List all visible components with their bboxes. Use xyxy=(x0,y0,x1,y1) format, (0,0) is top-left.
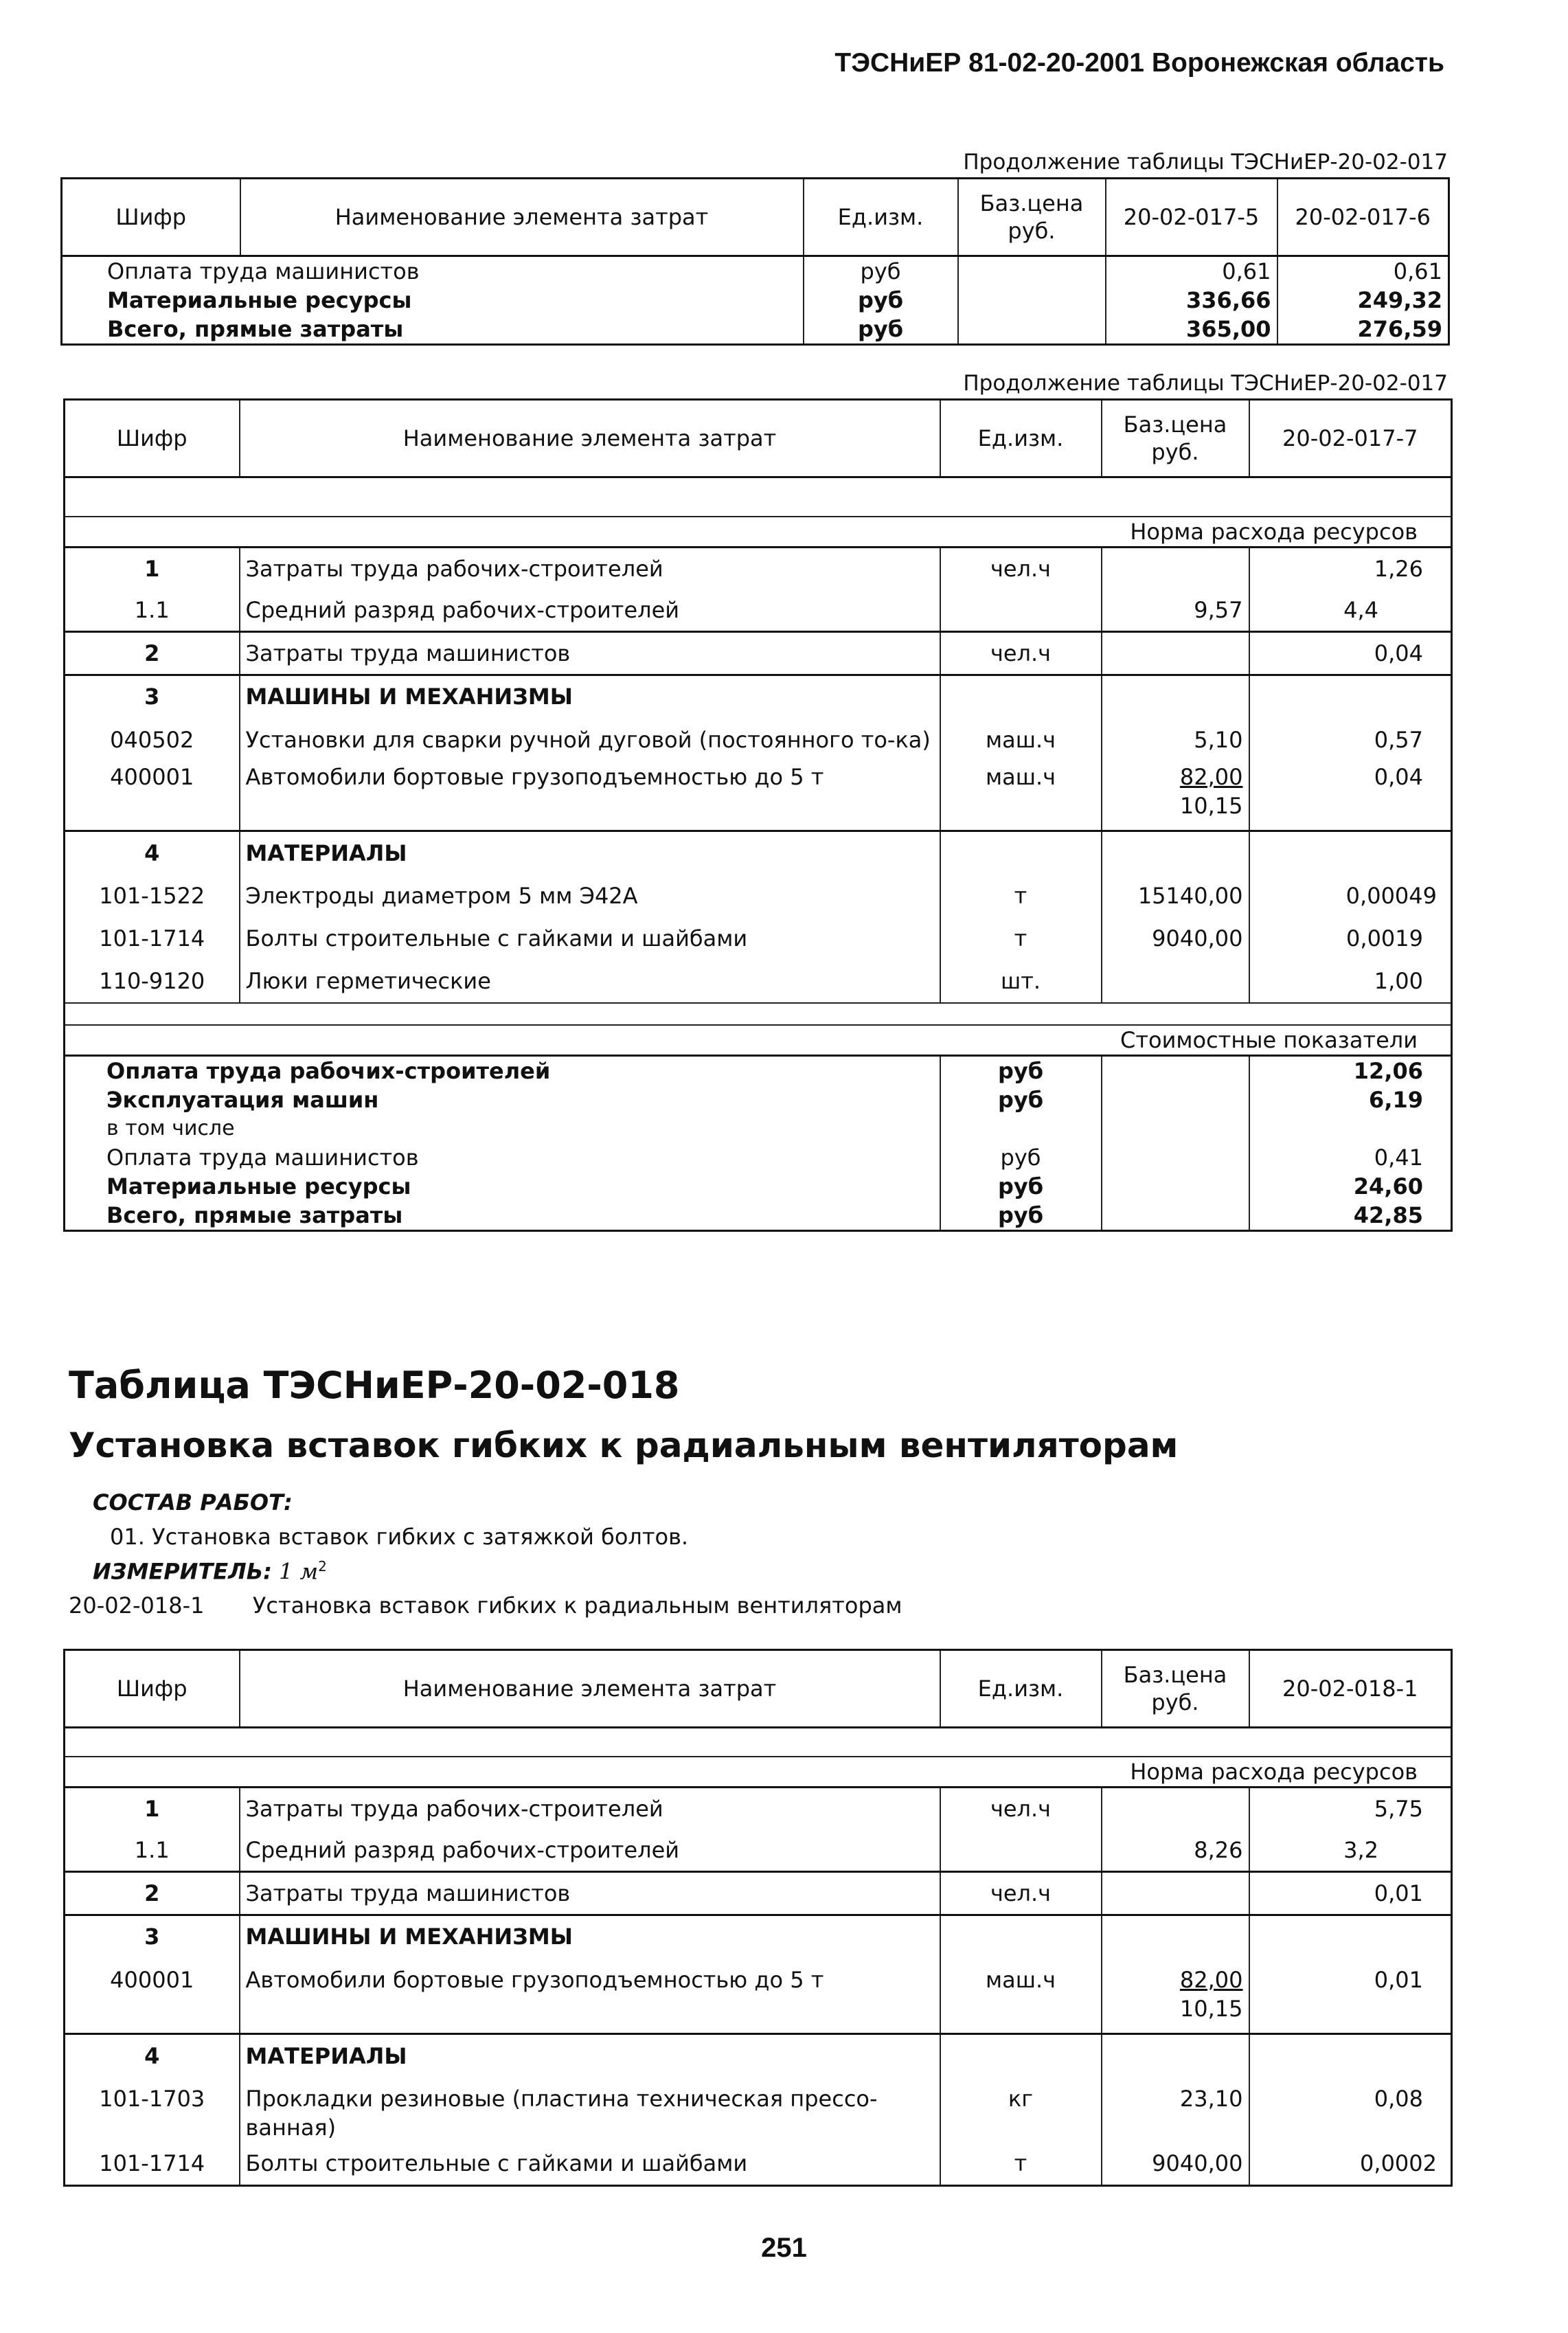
col-header-code: Шифр xyxy=(62,179,240,256)
table-cell: Материальные ресурсы xyxy=(106,1173,411,1199)
table-cell: т xyxy=(940,875,1102,917)
table-cell: Затраты труда машинистов xyxy=(240,632,940,675)
table-row xyxy=(65,2077,1452,2142)
table-cell: Установки для сварки ручной дуговой (постоянного то-ка) xyxy=(240,717,940,754)
table-cell: 400001 xyxy=(65,1957,240,2034)
table-cell xyxy=(65,1728,1452,1757)
table-cell: чел.ч xyxy=(940,1788,1102,1830)
table-cell: 1,00 xyxy=(1249,960,1452,1003)
table-row xyxy=(65,2034,1452,2078)
table-cell: руб xyxy=(804,315,958,345)
table-cell: 1.1 xyxy=(65,589,240,632)
table-cell: 1 xyxy=(65,1788,240,1830)
table-cell: 0,01 xyxy=(1249,1957,1452,2034)
col-header-code-1: 20-02-018-1 xyxy=(1249,1650,1452,1728)
table-cell: кг xyxy=(940,2077,1102,2142)
table-cell xyxy=(1102,1114,1249,1143)
table-cell: руб xyxy=(940,1056,1102,1086)
table-row xyxy=(65,917,1452,960)
table-cell: руб xyxy=(940,1172,1102,1201)
table-cell: Всего, прямые затраты xyxy=(62,315,804,345)
table-cell xyxy=(1102,831,1249,875)
table-cell: 5,10 xyxy=(1102,717,1249,754)
table-cell: МАТЕРИАЛЫ xyxy=(240,831,940,875)
col-header-code-6: 20-02-017-6 xyxy=(1277,179,1449,256)
table-row xyxy=(62,315,1449,345)
table-cell: Автомобили бортовые грузоподъемностью до 5 т xyxy=(240,1957,940,2034)
table-cell xyxy=(1102,1872,1249,1915)
col-header-name: Наименование элемента затрат xyxy=(240,400,940,477)
col-header-price: Баз.цена руб. xyxy=(958,179,1106,256)
table-cell: руб xyxy=(940,1085,1102,1114)
table-row xyxy=(65,1957,1452,2034)
table-cell: чел.ч xyxy=(940,632,1102,675)
table-cell: 101-1703 xyxy=(65,2077,240,2142)
table-cell: 2 xyxy=(65,632,240,675)
table-cell: 9,57 xyxy=(1102,589,1249,632)
cost-row xyxy=(65,1085,1452,1114)
table-cell xyxy=(940,2034,1102,2078)
table-cell: 101-1714 xyxy=(65,2142,240,2186)
code-line-text: Установка вставок гибких к радиальным вентиляторам xyxy=(252,1592,902,1619)
cost-row xyxy=(65,1056,1452,1086)
col-header-code: Шифр xyxy=(65,400,240,477)
table-cell: 9040,00 xyxy=(1102,917,1249,960)
cost-row xyxy=(65,1172,1452,1201)
meter-line xyxy=(93,1558,327,1585)
table-cell xyxy=(1249,675,1452,718)
table-cell: Средний разряд рабочих-строителей xyxy=(240,589,940,632)
table-cell: 42,85 xyxy=(1249,1201,1452,1231)
table-cell: 0,08 xyxy=(1249,2077,1452,2142)
table-cell: 0,41 xyxy=(1249,1143,1452,1172)
table-row xyxy=(65,717,1452,754)
table-cell: МАШИНЫ И МЕХАНИЗМЫ xyxy=(240,675,940,718)
table-row xyxy=(65,2142,1452,2186)
table-cell: 4 xyxy=(65,831,240,875)
table-cell: Затраты труда рабочих-строителей xyxy=(240,1788,940,1830)
table-row xyxy=(65,548,1452,590)
table1 xyxy=(60,177,1450,346)
page-number: 251 xyxy=(761,2233,807,2263)
table-cell: т xyxy=(940,2142,1102,2186)
col-header-code-7: 20-02-017-7 xyxy=(1249,400,1452,477)
table-cell: Всего, прямые затраты xyxy=(106,1202,403,1228)
table-cell: 0,0002 xyxy=(1249,2142,1452,2186)
table-cell: 040502 xyxy=(65,717,240,754)
table-cell: 0,61 xyxy=(1106,256,1277,286)
table-row xyxy=(65,632,1452,675)
cost-row xyxy=(65,1114,1452,1143)
table-cell: руб xyxy=(804,286,958,315)
table-cell: 2 xyxy=(65,1872,240,1915)
table-cell xyxy=(1102,675,1249,718)
meter-value: 1 м xyxy=(279,1558,319,1585)
table-cell: Болты строительные с гайками и шайбами xyxy=(240,2142,940,2186)
table-cell xyxy=(1102,1143,1249,1172)
table-cell xyxy=(1102,1915,1249,1958)
work-composition-label: СОСТАВ РАБОТ: xyxy=(93,1489,293,1515)
table-row xyxy=(62,286,1449,315)
table-cell xyxy=(1102,960,1249,1003)
table-row xyxy=(65,1872,1452,1915)
table-cell: чел.ч xyxy=(940,1872,1102,1915)
table-cell: 110-9120 xyxy=(65,960,240,1003)
table3 xyxy=(63,1649,1453,2187)
col-header-name: Наименование элемента затрат xyxy=(240,1650,940,1728)
table-row xyxy=(65,1829,1452,1872)
table-cell xyxy=(1102,548,1249,590)
table-cell: 101-1714 xyxy=(65,917,240,960)
table-row xyxy=(62,256,1449,286)
table-cell: Оплата труда машинистов xyxy=(106,1145,419,1171)
table-cell: 336,66 xyxy=(1106,286,1277,315)
table1-continuation-caption: Продолжение таблицы ТЭСНиЕР-20-02-017 xyxy=(963,150,1448,174)
table-cell: 82,00 10,15 xyxy=(1102,1957,1249,2034)
table-cell: 0,00049 xyxy=(1249,875,1452,917)
col-header-name: Наименование элемента затрат xyxy=(240,179,804,256)
table-cell: Болты строительные с гайками и шайбами xyxy=(240,917,940,960)
table-cell: маш.ч xyxy=(940,1957,1102,2034)
table-cell: 4 xyxy=(65,2034,240,2078)
cost-row xyxy=(65,1201,1452,1231)
table-cell: 0,04 xyxy=(1249,632,1452,675)
table-row xyxy=(65,875,1452,917)
table-row xyxy=(65,960,1452,1003)
table-cell: 400001 xyxy=(65,754,240,831)
table-row xyxy=(65,1788,1452,1830)
table-cell: 8,26 xyxy=(1102,1829,1249,1872)
table-cell: руб xyxy=(804,256,958,286)
section-title: Таблица ТЭСНиЕР-20-02-018 xyxy=(69,1364,680,1407)
table-cell: 1 xyxy=(65,548,240,590)
table-cell: руб xyxy=(940,1201,1102,1231)
table-row xyxy=(65,589,1452,632)
table-cell: 0,04 xyxy=(1249,754,1452,831)
table-cell: Средний разряд рабочих-строителей xyxy=(240,1829,940,1872)
table-cell: Люки герметические xyxy=(240,960,940,1003)
table-cell xyxy=(940,831,1102,875)
table-cell xyxy=(958,256,1106,286)
table-cell: 0,57 xyxy=(1249,717,1452,754)
table-cell xyxy=(1249,1915,1452,1958)
cost-row xyxy=(65,1143,1452,1172)
col-header-price: Баз.цена руб. xyxy=(1102,1650,1249,1728)
table-cell: 82,00 10,15 xyxy=(1102,754,1249,831)
table-cell xyxy=(940,1829,1102,1872)
table-cell: 5,75 xyxy=(1249,1788,1452,1830)
table-cell: 6,19 xyxy=(1249,1085,1452,1114)
table-cell xyxy=(65,477,1452,517)
table-cell: Оплата труда рабочих-строителей xyxy=(65,1056,940,1086)
table-cell: 9040,00 xyxy=(1102,2142,1249,2186)
col-header-code: Шифр xyxy=(65,1650,240,1728)
table-cell: маш.ч xyxy=(940,754,1102,831)
table-row xyxy=(65,754,1452,831)
table-cell: т xyxy=(940,917,1102,960)
table-cell xyxy=(940,589,1102,632)
col-header-unit: Ед.изм. xyxy=(940,400,1102,477)
table-cell: 3,2 xyxy=(1249,1829,1452,1872)
table-cell: руб xyxy=(940,1143,1102,1172)
table-cell: Затраты труда рабочих-строителей xyxy=(240,548,940,590)
table-cell xyxy=(940,1114,1102,1143)
table-cell xyxy=(1249,1114,1452,1143)
table-cell: МАШИНЫ И МЕХАНИЗМЫ xyxy=(240,1915,940,1958)
table-cell xyxy=(1102,1056,1249,1086)
table-cell: 24,60 xyxy=(1249,1172,1452,1201)
table-cell: 249,32 xyxy=(1277,286,1449,315)
table-cell: 0,0019 xyxy=(1249,917,1452,960)
table-cell: 365,00 xyxy=(1106,315,1277,345)
table-cell xyxy=(958,286,1106,315)
table2 xyxy=(63,398,1453,1232)
table-cell: 23,10 xyxy=(1102,2077,1249,2142)
code-line-code: 20-02-018-1 xyxy=(69,1592,205,1619)
table-cell: 15140,00 xyxy=(1102,875,1249,917)
cost-label: Стоимостные показатели xyxy=(65,1025,1452,1056)
table-cell xyxy=(1249,2034,1452,2078)
col-header-unit: Ед.изм. xyxy=(804,179,958,256)
table-cell: 0,01 xyxy=(1249,1872,1452,1915)
table-cell xyxy=(1102,2034,1249,2078)
table-cell: 3 xyxy=(65,675,240,718)
col-header-unit: Ед.изм. xyxy=(940,1650,1102,1728)
table-cell xyxy=(1102,1172,1249,1201)
table-cell: Прокладки резиновые (пластина техническая прессо-ванная) xyxy=(240,2077,940,2142)
table-cell: шт. xyxy=(940,960,1102,1003)
table-cell xyxy=(940,675,1102,718)
table-cell xyxy=(958,315,1106,345)
table-cell: 0,61 xyxy=(1277,256,1449,286)
table-cell: 101-1522 xyxy=(65,875,240,917)
table-cell: Затраты труда машинистов xyxy=(240,1872,940,1915)
table-row xyxy=(65,831,1452,875)
col-header-code-5: 20-02-017-5 xyxy=(1106,179,1277,256)
table-cell: Оплата труда машинистов xyxy=(62,256,804,286)
table-cell: 12,06 xyxy=(1249,1056,1452,1086)
meter-superscript: 2 xyxy=(318,1558,327,1575)
table-cell xyxy=(1102,1085,1249,1114)
table-cell xyxy=(1249,831,1452,875)
code-line xyxy=(69,1592,902,1619)
table-cell: Эксплуатация машин xyxy=(106,1087,379,1113)
norm-label: Норма расхода ресурсов xyxy=(65,1757,1452,1788)
norm-label: Норма расхода ресурсов xyxy=(65,517,1452,548)
table-cell xyxy=(1102,632,1249,675)
table-cell xyxy=(65,1003,1452,1025)
table-cell: Электроды диаметром 5 мм Э42А xyxy=(240,875,940,917)
section-subtitle: Установка вставок гибких к радиальным вентиляторам xyxy=(69,1425,1179,1465)
table-row xyxy=(65,1915,1452,1958)
running-header: ТЭСНиЕР 81-02-20-2001 Воронежская область xyxy=(834,48,1444,78)
table-cell: маш.ч xyxy=(940,717,1102,754)
table-cell: 3 xyxy=(65,1915,240,1958)
col-header-price: Баз.цена руб. xyxy=(1102,400,1249,477)
table-cell xyxy=(1102,1201,1249,1231)
table-cell: 276,59 xyxy=(1277,315,1449,345)
table-cell: 4,4 xyxy=(1249,589,1452,632)
table-cell xyxy=(1102,1788,1249,1830)
table-cell: 1,26 xyxy=(1249,548,1452,590)
table-cell: МАТЕРИАЛЫ xyxy=(240,2034,940,2078)
table-row xyxy=(65,675,1452,718)
table-cell: Автомобили бортовые грузоподъемностью до 5 т xyxy=(240,754,940,831)
work-item: 01. Установка вставок гибких с затяжкой болтов. xyxy=(110,1524,689,1550)
meter-label: ИЗМЕРИТЕЛЬ: xyxy=(93,1558,272,1585)
table-cell: 1.1 xyxy=(65,1829,240,1872)
table2-continuation-caption: Продолжение таблицы ТЭСНиЕР-20-02-017 xyxy=(963,371,1448,396)
table-cell: чел.ч xyxy=(940,548,1102,590)
table-cell: в том числе xyxy=(106,1116,235,1140)
table-cell: Материальные ресурсы xyxy=(62,286,804,315)
table-cell xyxy=(940,1915,1102,1958)
